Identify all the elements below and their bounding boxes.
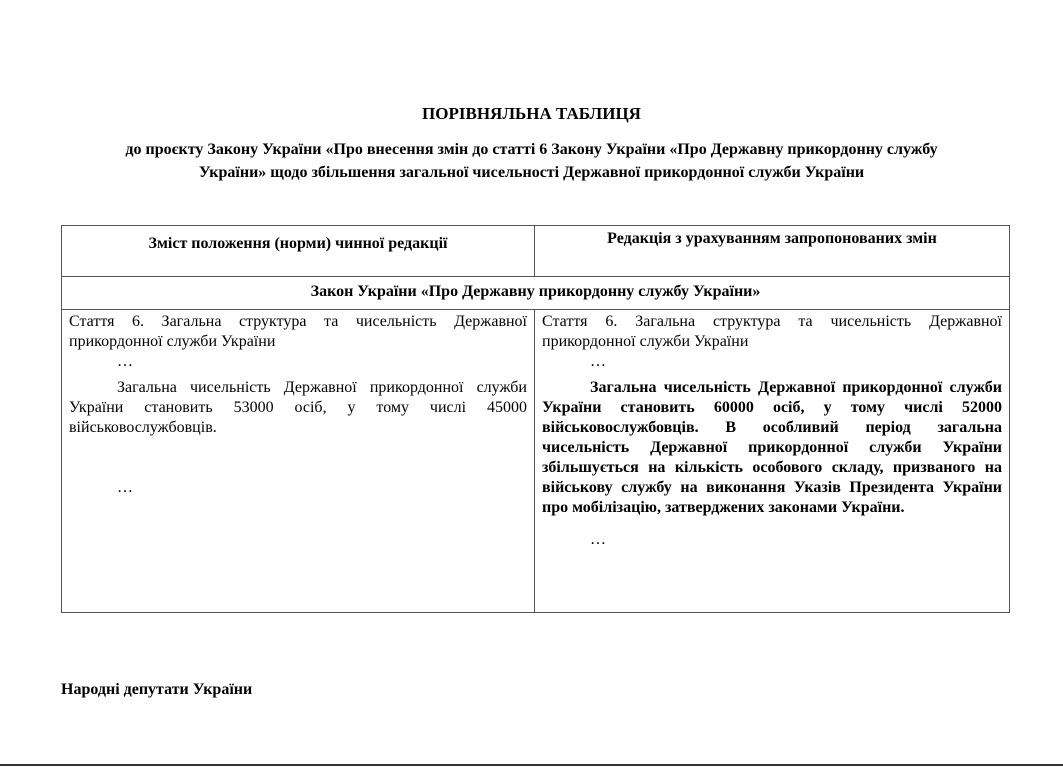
left-article-heading: Стаття 6. Загальна структура та чисельність Державної прикордонної служби України: [69, 313, 527, 350]
right-paragraph: Загальна чисельність Державної прикордонної служби України становить 60000 осіб, у тому числі 52000 військовослужбовців. В особливий період загальна чисельність Державної прикордонної служби України збільшується на кількість особового складу, призваного на військову службу на виконання Указів Президента України про мобілізацію, затверджених законами України.: [542, 379, 1002, 516]
table-row: [62, 310, 1010, 613]
current-version-cell: [62, 310, 535, 613]
comparison-table: [61, 225, 1010, 613]
header-current-version: Зміст положення (норми) чинної редакції: [62, 226, 535, 277]
page-bottom-edge: [0, 764, 1063, 766]
signature-line: Народні депутати України: [61, 681, 253, 698]
law-title-row: [62, 277, 1010, 310]
law-title-cell: Закон України «Про Державну прикордонну службу України»: [62, 277, 1010, 310]
subtitle-line-1: до проєкту Закону України «Про внесення змін до статті 6 Закону України «Про Державну прикордонну службу: [125, 141, 938, 158]
subtitle-line-2: України» щодо збільшення загальної чисельності Державної прикордонної служби України: [198, 164, 865, 181]
left-ellipsis-bottom: …: [117, 479, 133, 496]
proposed-version-cell: [535, 310, 1010, 613]
document-title: ПОРІВНЯЛЬНА ТАБЛИЦЯ: [422, 104, 641, 123]
document-subtitle: [40, 138, 1023, 184]
right-ellipsis-bottom: …: [590, 531, 606, 548]
right-article-heading: Стаття 6. Загальна структура та чисельність Державної прикордонної служби України: [542, 313, 1002, 350]
left-paragraph: Загальна чисельність Державної прикордонної служби України становить 53000 осіб, у тому числі 45000 військовослужбовців.: [69, 379, 527, 436]
right-ellipsis-top: …: [590, 353, 606, 370]
left-ellipsis-top: …: [117, 353, 133, 370]
table-header-row: [62, 226, 1010, 277]
header-proposed-version: Редакція з урахуванням запропонованих змін: [535, 226, 1010, 277]
